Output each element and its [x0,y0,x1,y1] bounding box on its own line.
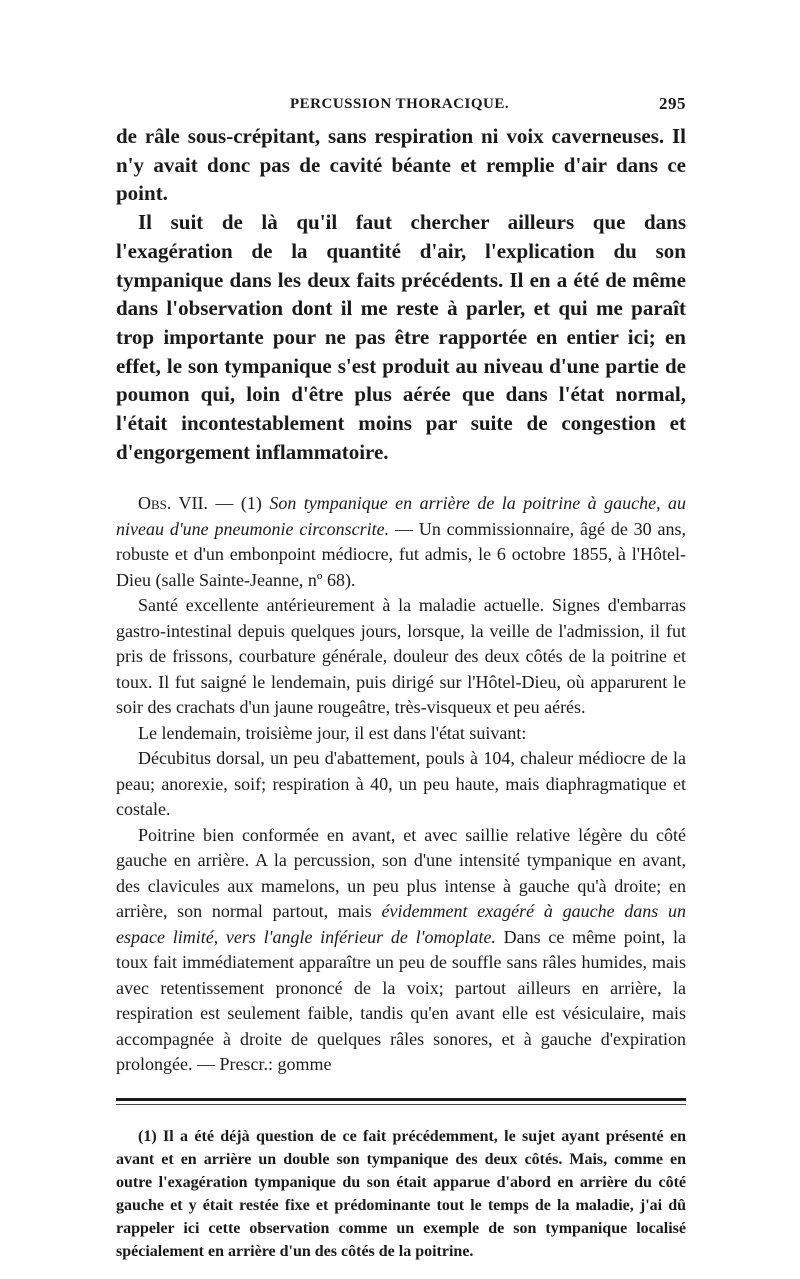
body-paragraph-continued: de râle sous-crépitant, sans respiration ni voix caverneuses. Il n'y avait donc pas de cavité béante et remplie d'air dans ce point. [116,124,686,206]
observation-heading [116,491,686,593]
observation-paragraph [116,823,686,1078]
observation-paragraph: Décubitus dorsal, un peu d'abattement, pouls à 104, chaleur médiocre de la peau; anorexie, soif; respiration à 40, un peu haute, mais diaphragmatique et costale. [116,748,686,820]
page-number: 295 [659,94,686,113]
footnote-separator-thin [116,1104,686,1105]
observation-text: Poitrine bien conformée en avant, et avec saillie relative légère du côté gauche en arrière. A la percussion, son d'une intensité tympanique en avant, des clavicules aux mamelons, un peu plus intense à gauche qu'à droite; en arrière, son normal partout, mais [116,824,686,922]
observation-dash: — (1) [208,493,270,514]
observation-title: Son tympanique en arrière de la poitrine à gauche, au niveau d'une pneumonie circonscrite. [116,493,686,539]
footnote-separator [116,1098,686,1101]
page-header [116,92,686,122]
observation-emphasis: évidemment exagéré à gauche dans un espace limité, vers l'angle inférieur de l'omoplate. [116,901,686,947]
running-title: PERCUSSION THORACIQUE. [290,96,510,112]
footnote: (1) Il a été déjà question de ce fait précédemment, le sujet ayant présenté en avant et en arrière un double son tympanique des deux côtés. Mais, comme en outre l'exagération tympanique du son était apparue d'abord en arrière du côté gauche et y était restée fixe et prédominante tout le temps de la maladie, j'ai dû rappeler ici cette observation comme un exemple de son tympanique localisé spécialement en arrière d'un des côtés de la poitrine. [116,1127,686,1260]
observation-text: Dans ce même point, la toux fait immédiatement apparaître un peu de souffle sans râles humides, mais avec retentissement prononcé de la voix; partout ailleurs en arrière, la respiration est seulement faible, tandis qu'en avant elle est vésiculaire, mais accompagnée à droite de quelques râles sonores, et à gauche d'expiration prolongée. — Prescr.: gomme [116,926,686,1075]
observation-label: Obs. VII. [138,493,208,514]
body-paragraph: Il suit de là qu'il faut chercher ailleurs que dans l'exagération de la quantité d'air, l'explication du son tympanique dans les deux faits précédents. Il en a été de même dans l'observation dont il me reste à parler, et qui me paraît trop importante pour ne pas être rapportée en entier ici; en effet, le son tympanique s'est produit au niveau d'une partie de poumon qui, loin d'être plus aérée que dans l'état normal, l'était incontestablement moins par suite de congestion et d'engorgement inflammatoire. [116,210,686,464]
book-page [116,92,686,1279]
observation-paragraph: Santé excellente antérieurement à la maladie actuelle. Signes d'embarras gastro-intestinal depuis quelques jours, lorsque, la veille de l'admission, il fut pris de frissons, courbature générale, douleur des deux côtés de la poitrine et toux. Il fut saigné le lendemain, puis dirigé sur l'Hôtel-Dieu, où apparurent le soir des crachats d'un jaune rougeâtre, très-visqueux et peu aérés. [116,595,686,718]
observation-paragraph: Le lendemain, troisième jour, il est dans l'état suivant: [138,722,527,743]
observation-intro: — Un commissionnaire, âgé de 30 ans, robuste et d'un embonpoint médiocre, fut admis, le 6 octobre 1855, à l'Hôtel-Dieu (salle Sainte-Jeanne, nº 68). [116,518,686,590]
observation-section [116,491,686,1078]
